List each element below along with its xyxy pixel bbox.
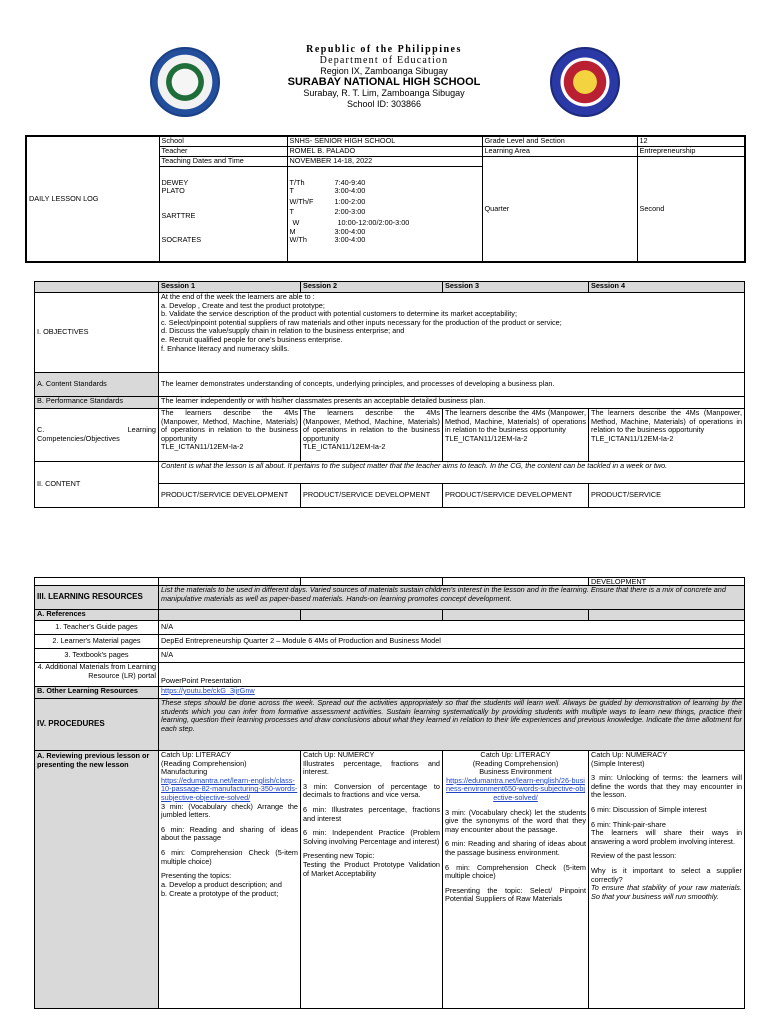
quarter-label: Quarter <box>482 156 637 262</box>
schedule-time: 1:00-2:00 <box>334 196 366 206</box>
review-lesson-label: A. Reviewing previous lesson or presenting the new lesson <box>35 751 159 1009</box>
s4-review: Review of the past lesson: <box>591 851 677 861</box>
objectives-text <box>159 293 745 373</box>
review-session-3 <box>443 751 589 1009</box>
competency-text: The learners describe the 4Ms (Manpower, Method, Machine, Materials) of operations in relation to the business opportunity <box>303 408 440 443</box>
session-header-1: Session 1 <box>159 282 301 293</box>
schedule-time: 7:40-9:40 <box>334 177 366 187</box>
competencies-label: C. Learning Competencies/Objectives <box>35 409 159 462</box>
session-header-3: Session 3 <box>443 282 589 293</box>
session-header-blank <box>35 282 159 293</box>
objective-line: e. Recruit qualified people for one's business enterprise. <box>161 334 343 344</box>
s4-share-ways: The learners will share their ways in answering a word problem involving interest. <box>591 828 742 846</box>
teacher-value: ROMEL B. PALADO <box>287 146 482 156</box>
s4-think-pair-share: 6 min: Think-pair-share <box>591 819 666 829</box>
competency-text: The learners describe the 4Ms (Manpower, Method, Machine, Materials) of operations in relation to the business opportunity <box>161 408 298 443</box>
s4-answer: To ensure that stability of your raw materials. So that your business will run smoothly. <box>591 883 742 901</box>
schedule-day: W/Th <box>289 235 307 245</box>
content-item-3: PRODUCT/SERVICE DEVELOPMENT <box>443 484 589 508</box>
department-line: Department of Education <box>319 55 449 66</box>
s3-catch-up: Catch Up: LITERACY <box>480 750 551 759</box>
competency-text: The learners describe the 4Ms (Manpower, Method, Machine, Materials) of operations in relation to the business opportunity <box>591 408 742 435</box>
textbook-value: N/A <box>159 649 745 663</box>
daily-lesson-log-title: DAILY LESSON LOG <box>26 136 159 262</box>
objective-line: a. Develop , Create and test the product prototype; <box>161 300 325 310</box>
s3-topic: Business Environment <box>479 767 552 777</box>
s1-catch-up: Catch Up: LITERACY <box>161 750 232 759</box>
references-blank <box>159 610 301 621</box>
objectives-label: I. OBJECTIVES <box>35 293 159 373</box>
learning-resources-note: List the materials to be used in different days. Varied sources of materials sustain children's interest in the lesson and in the learning. Ensure that there is a mix of concrete and manipulative materials as well as paper-based materials. Hands-on learning promotes concept development. <box>159 586 745 610</box>
procedures-label: IV. PROCEDURES <box>35 699 159 751</box>
s1-comprehension: 6 min: Comprehension Check (5-item multiple choice) <box>161 847 298 866</box>
references-blank <box>589 610 745 621</box>
continued-blank <box>35 578 159 586</box>
learning-area-label: Learning Area <box>482 146 637 156</box>
references-label: A. References <box>35 610 159 621</box>
s1-presenting: Presenting the topics: <box>161 871 232 881</box>
teachers-guide-label: 1. Teacher's Guide pages <box>35 621 159 635</box>
s1-passage-link[interactable]: https://edumantra.net/learn-english/class-10-passage-82-manufacturing-350-words-subjective-objective-solved/ <box>161 775 298 802</box>
s2-independent-practice: 6 min: Independent Practice (Problem Solving involving Percentage and interest) <box>303 828 440 846</box>
schedule-time: 3:00-4:00 <box>334 235 366 245</box>
s3-comprehension: 6 min: Comprehension Check (5-item multiple choice) <box>445 862 586 881</box>
competency-code: TLE_ICTAN11/12EM-Ia-2 <box>161 442 244 452</box>
schedule-time: 3:00-4:00 <box>334 226 366 236</box>
competency-text: The learners describe the 4Ms (Manpower, Method, Machine, Materials) of operations in relation to the business opportunity <box>445 408 586 435</box>
s2-topic: Testing the Product Prototype Validation of Market Acceptability <box>303 859 440 878</box>
s1-reading: (Reading Comprehension) <box>161 758 247 768</box>
school-label: School <box>159 136 287 146</box>
performance-standards-text: The learner independently or with his/her classmates presents an acceptable detailed business plan. <box>159 397 745 409</box>
schedule-day: W <box>292 217 300 227</box>
resources-procedures-table <box>34 577 745 1009</box>
s2-conversion: 3 min: Conversion of percentage to decimals to fractions and vice versa. <box>303 781 440 800</box>
continued-blank <box>443 578 589 586</box>
session-header-2: Session 2 <box>301 282 443 293</box>
s3-vocab: 3 min: (Vocabulary check) let the students give the synonyms of the word that they may encounter about the passage. <box>445 807 586 834</box>
s1-reading-sharing: 6 min: Reading and sharing of ideas about the passage <box>161 824 298 843</box>
objective-line: f. Enhance literacy and numeracy skills. <box>161 343 290 353</box>
learners-material-label: 2. Learner's Material pages <box>35 635 159 649</box>
objectives-content-table <box>34 281 745 508</box>
youtube-link[interactable]: https://youtu.be/ckG_3ijrGnw <box>161 686 255 695</box>
teaching-dates-label: Teaching Dates and Time <box>159 156 287 166</box>
s3-reading: (Reading Comprehension) <box>472 758 559 768</box>
competency-session-1 <box>159 409 301 462</box>
objective-line: b. Validate the service description of the product with potential customers to determine its market acceptability; <box>161 309 517 319</box>
schedule-time: 10:00-12:00/2:00-3:00 <box>337 217 410 227</box>
schedule-day: W/Th/F <box>289 196 314 206</box>
content-label: II. CONTENT <box>35 462 159 508</box>
s3-passage-link[interactable]: https://edumantra.net/learn-english/26-business-environment650-words-subjective-objective-solved/ <box>445 775 586 802</box>
schedule-cell <box>287 166 482 262</box>
objective-line: d. Discuss the value/supply chain in relation to the business enterprise; and <box>161 326 405 336</box>
learners-material-value: DepEd Entrepreneurship Quarter 2 – Module 6 4Ms of Production and Business Model <box>159 635 745 649</box>
grade-label: Grade Level and Section <box>482 136 637 146</box>
s1-topic: Manufacturing <box>161 767 208 777</box>
s2-catch-up: Catch Up: NUMERCY <box>303 750 375 759</box>
s3-presenting: Presenting the topic: Select/ Pinpoint Potential Suppliers of Raw Materials <box>445 885 586 904</box>
s1-vocab: 3 min: (Vocabulary check) Arrange the jumbled letters. <box>161 801 298 820</box>
schedule-day: T <box>289 207 294 217</box>
other-resources-label: B. Other Learning Resources <box>35 687 159 699</box>
references-blank <box>301 610 443 621</box>
region-line: Region IX, Zamboanga Sibugay <box>320 66 448 76</box>
s2-illustrates: Illustrates percentage, fractions and interest. <box>303 758 440 777</box>
lesson-log-header-table <box>25 135 746 263</box>
s1-topic-b: b. Create a prototype of the product; <box>161 889 279 899</box>
competency-code: TLE_ICTAN11/12EM-Ia-2 <box>303 442 386 452</box>
continued-blank <box>159 578 301 586</box>
school-header <box>0 38 768 118</box>
teaching-dates-value: NOVEMBER 14-18, 2022 <box>287 156 482 166</box>
continued-blank <box>301 578 443 586</box>
content-standards-label: A. Content Standards <box>35 373 159 397</box>
procedures-note: These steps should be done across the week. Spread out the activities appropriately so that the students will learn well. Always be guided by demonstration of learning by the students which you can infer from formative assessment activities. Sustain learning systematically by providing students with multiple ways to learn new things, practice their learning, question their learning processes and draw conclusions about what they learned in relation to their life experiences and previous knowledge. Indicate the time allotment for each step. <box>159 699 745 751</box>
s3-reading-sharing: 6 min: Reading and sharing of ideas about the passage business environment. <box>445 839 586 857</box>
review-session-1 <box>159 751 301 1009</box>
header-text <box>0 44 768 110</box>
competency-code: TLE_ICTAN11/12EM-Ia-2 <box>591 433 674 443</box>
content-standards-text: The learner demonstrates understanding of concepts, underlying principles, and processes of developing a business plan. <box>159 373 745 397</box>
schedule-day: T/Th <box>289 177 305 187</box>
objective-line: c. Select/pinpoint potential suppliers of raw materials and other inputs necessary for the production of the product or service; <box>161 317 562 327</box>
references-blank <box>443 610 589 621</box>
s4-question: Why is it important to select a supplier correctly? <box>591 865 742 884</box>
competency-session-2 <box>301 409 443 462</box>
content-item-4: PRODUCT/SERVICE <box>589 484 745 508</box>
objective-line: At the end of the week the learners are able to : <box>161 292 315 301</box>
review-session-4 <box>589 751 745 1009</box>
section-name: DEWEY <box>161 177 189 187</box>
schedule-time: 3:00-4:00 <box>334 186 366 196</box>
s4-catch-up: Catch Up: NUMERACY <box>591 750 668 759</box>
section-name: PLATO <box>161 186 185 196</box>
competency-session-3 <box>443 409 589 462</box>
school-address: Surabay, R. T. Lim, Zamboanga Sibugay <box>303 88 465 98</box>
school-name: SURABAY NATIONAL HIGH SCHOOL <box>287 76 481 88</box>
session-header-4: Session 4 <box>589 282 745 293</box>
content-item-2: PRODUCT/SERVICE DEVELOPMENT <box>301 484 443 508</box>
teacher-label: Teacher <box>159 146 287 156</box>
other-resources-cell <box>159 687 745 699</box>
schedule-day: M <box>289 226 296 236</box>
section-names <box>159 166 287 262</box>
s1-topic-a: a. Develop a product description; and <box>161 879 282 889</box>
performance-standards-label: B. Performance Standards <box>35 397 159 409</box>
teachers-guide-value: N/A <box>159 621 745 635</box>
additional-materials-value: PowerPoint Presentation <box>159 663 745 687</box>
review-session-2 <box>301 751 443 1009</box>
competency-session-4 <box>589 409 745 462</box>
learning-resources-label: III. LEARNING RESOURCES <box>35 586 159 610</box>
learning-area-value: Entrepreneurship <box>637 146 745 156</box>
s4-unlocking: 3 min: Unlocking of terms: the learners will define the words that they may encounter in the lesson. <box>591 773 742 800</box>
s2-presenting: Presenting new Topic: <box>303 851 375 861</box>
s4-discussion: 6 min: Discussion of Simple interest <box>591 804 707 814</box>
competency-code: TLE_ICTAN11/12EM-Ia-2 <box>445 433 528 443</box>
additional-materials-label: 4. Additional Materials from Learning Resource (LR) portal <box>35 663 159 687</box>
republic-line: Republic of the Philippines <box>306 44 462 55</box>
content-note: Content is what the lesson is all about. It pertains to the subject matter that the teacher aims to teach. In the CG, the content can be tackled in a week or two. <box>159 462 745 484</box>
quarter-value: Second <box>637 156 745 262</box>
content-item-4-continued: DEVELOPMENT <box>589 578 745 586</box>
school-id: School ID: 303866 <box>346 99 422 109</box>
schedule-day: T <box>289 186 294 196</box>
grade-value: 12 <box>637 136 745 146</box>
s2-illustrates-practice: 6 min: Illustrates percentage, fractions and interest <box>303 804 440 823</box>
section-name: SARTTRE <box>161 211 196 221</box>
textbook-label: 3. Textbook's pages <box>35 649 159 663</box>
school-value: SNHS- SENIOR HIGH SCHOOL <box>287 136 482 146</box>
s4-simple-interest: (Simple Interest) <box>591 758 645 768</box>
section-name: SOCRATES <box>161 234 202 244</box>
schedule-time: 2:00-3:00 <box>334 207 366 217</box>
content-item-1: PRODUCT/SERVICE DEVELOPMENT <box>159 484 301 508</box>
